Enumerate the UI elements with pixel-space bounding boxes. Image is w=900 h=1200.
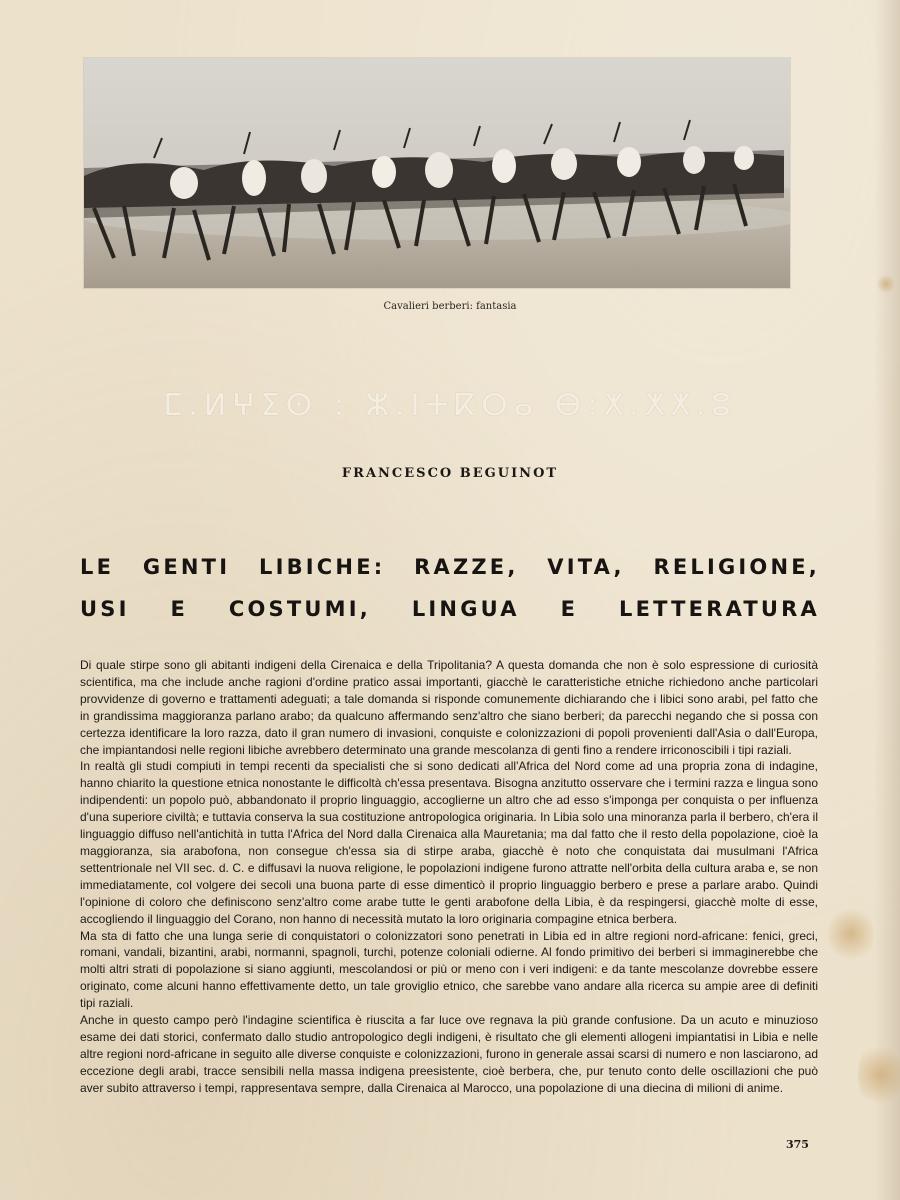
page-number: 375	[786, 1138, 809, 1151]
article-title	[80, 546, 820, 630]
photo-caption: Cavalieri berberi: fantasia	[383, 301, 517, 312]
body-paragraph: Di quale stirpe sono gli abitanti indigeni della Cirenaica e della Tripolitania? A questa domanda che non è solo espressione di curiosità scientifica, ma che include anche ragioni d'ordine pratico assai importanti, giacchè le caratteristiche etniche richiedono anche particolari provvidenze di governo e trattamenti adeguati; a tale domanda si risponde comunemente dichiarando che i libici sono arabi, pel fatto che in grandissima maggioranza parlano arabo; da qualcuno affermando senz'altro che siano berberi; da parecchi negando che si possa con certezza identificare la loro razza, dato il gran numero di invasioni, conquiste e colonizzazioni di popoli provenienti dall'Asia o dall'Europa, che impiantandosi nelle regioni libiche avrebbero determinato una grande mescolanza di genti fino a rendere irriconoscibili i tipi raziali.	[80, 658, 818, 757]
body-paragraph: In realtà gli studi compiuti in tempi recenti da specialisti che si sono dedicati all'Africa del Nord come ad una propria zona di indagine, hanno chiarito la questione etnica nonostante le difficoltà ch'essa presentava. Bisogna anzitutto osservare che i termini razza e lingua sono indipendenti: un popolo può, abbandonato il proprio linguaggio, accoglierne un altro che ad esso s'imponga per conquista o per influenza d'una superiore civiltà; e tuttavia conserva la sua costituzione antropologica originaria. In Libia solo una minoranza parla il berbero, ch'era il linguaggio diffuso nell'antichità in tutta l'Africa del Nord dalla Cirenaica alla Mauretania; ma dal fatto che il resto della popolazione, cioè la maggioranza, sia arabofona, non consegue ch'essa sia di stirpe araba, giacchè è noto che conquistata dai musulmani l'Africa settentrionale nel VII sec. d. C. e diffusavi la nuova religione, le popolazioni indigene furono attratte nell'orbita della cultura araba e, se non immediatamente, col volgere dei secoli una buona parte di esse dimenticò il proprio linguaggio berbero e prese a parlare arabo. Quindi l'opinione di coloro che definiscono senz'altro come arabe tutte le genti arabofone della Libia, è da respingersi, giacchè molte di esse, accogliendo il linguaggio del Corano, non hanno di necessità mutato la loro originaria compagine etnica berbera.	[80, 759, 818, 926]
author-name: FRANCESCO BEGUINOT	[341, 466, 559, 481]
paper-stain	[876, 275, 896, 293]
tifinagh-inscription: ⵎ.ⵍⵖⵉⵙ : ⵣ.ⵏⵜⴽⵔⴰ ⴱ:ⵅ.ⵅⵅ.ⵓ	[163, 388, 737, 423]
article-body	[80, 657, 818, 1097]
paper-stain	[858, 1040, 900, 1110]
title-line-1: LE GENTI LIBICHE: RAZZE, VITA, RELIGIONE,	[80, 555, 820, 579]
body-paragraph: Anche in questo campo però l'indagine scientifica è riuscita a far luce ove regnava la più grande confusione. Da un acuto e minuzioso esame dei dati storici, confermato dallo studio antropologico degli indigeni, è risultato che gli elementi allogeni impiantatisi in Libia e nelle altre regioni nord-africane in seguito alle diverse conquiste e colonizzazioni, furono in generale assai scarsi di numero e non lasciarono, ad eccezione degli arabi, tracce sensibili nella massa indigena preesistente, cioè berbera, che, pur tenuto conto delle oscillazioni che può aver subito attraverso i tempi, rappresentava sempre, dalla Cirenaica al Marocco, una popolazione di una diecina di milioni di anime.	[80, 1013, 818, 1095]
page-edge-shadow	[874, 0, 900, 1200]
title-line-2: USI E COSTUMI, LINGUA E LETTERATURA	[80, 597, 820, 621]
body-paragraph: Ma sta di fatto che una lunga serie di conquistatori o colonizzatori sono penetrati in Libia ed in altre regioni nord-africane: fenici, greci, romani, vandali, bizantini, arabi, normanni, spagnoli, turchi, potenze coloniali odierne. Al fondo primitivo dei berberi si immaginerebbe che molti altri strati di popolazione si siano aggiunti, mescolandosi or più or meno con i veri indigeni: e da tante mescolanze dovrebbe essere originato, come alcuni hanno effettivamente detto, un tale groviglio etnico, che sarebbe vano andare alla ricerca su ampie aree di definiti tipi raziali.	[80, 928, 818, 1011]
photo-berber-horsemen	[84, 58, 790, 288]
paper-stain	[828, 905, 874, 963]
photo-illustration	[84, 58, 790, 288]
